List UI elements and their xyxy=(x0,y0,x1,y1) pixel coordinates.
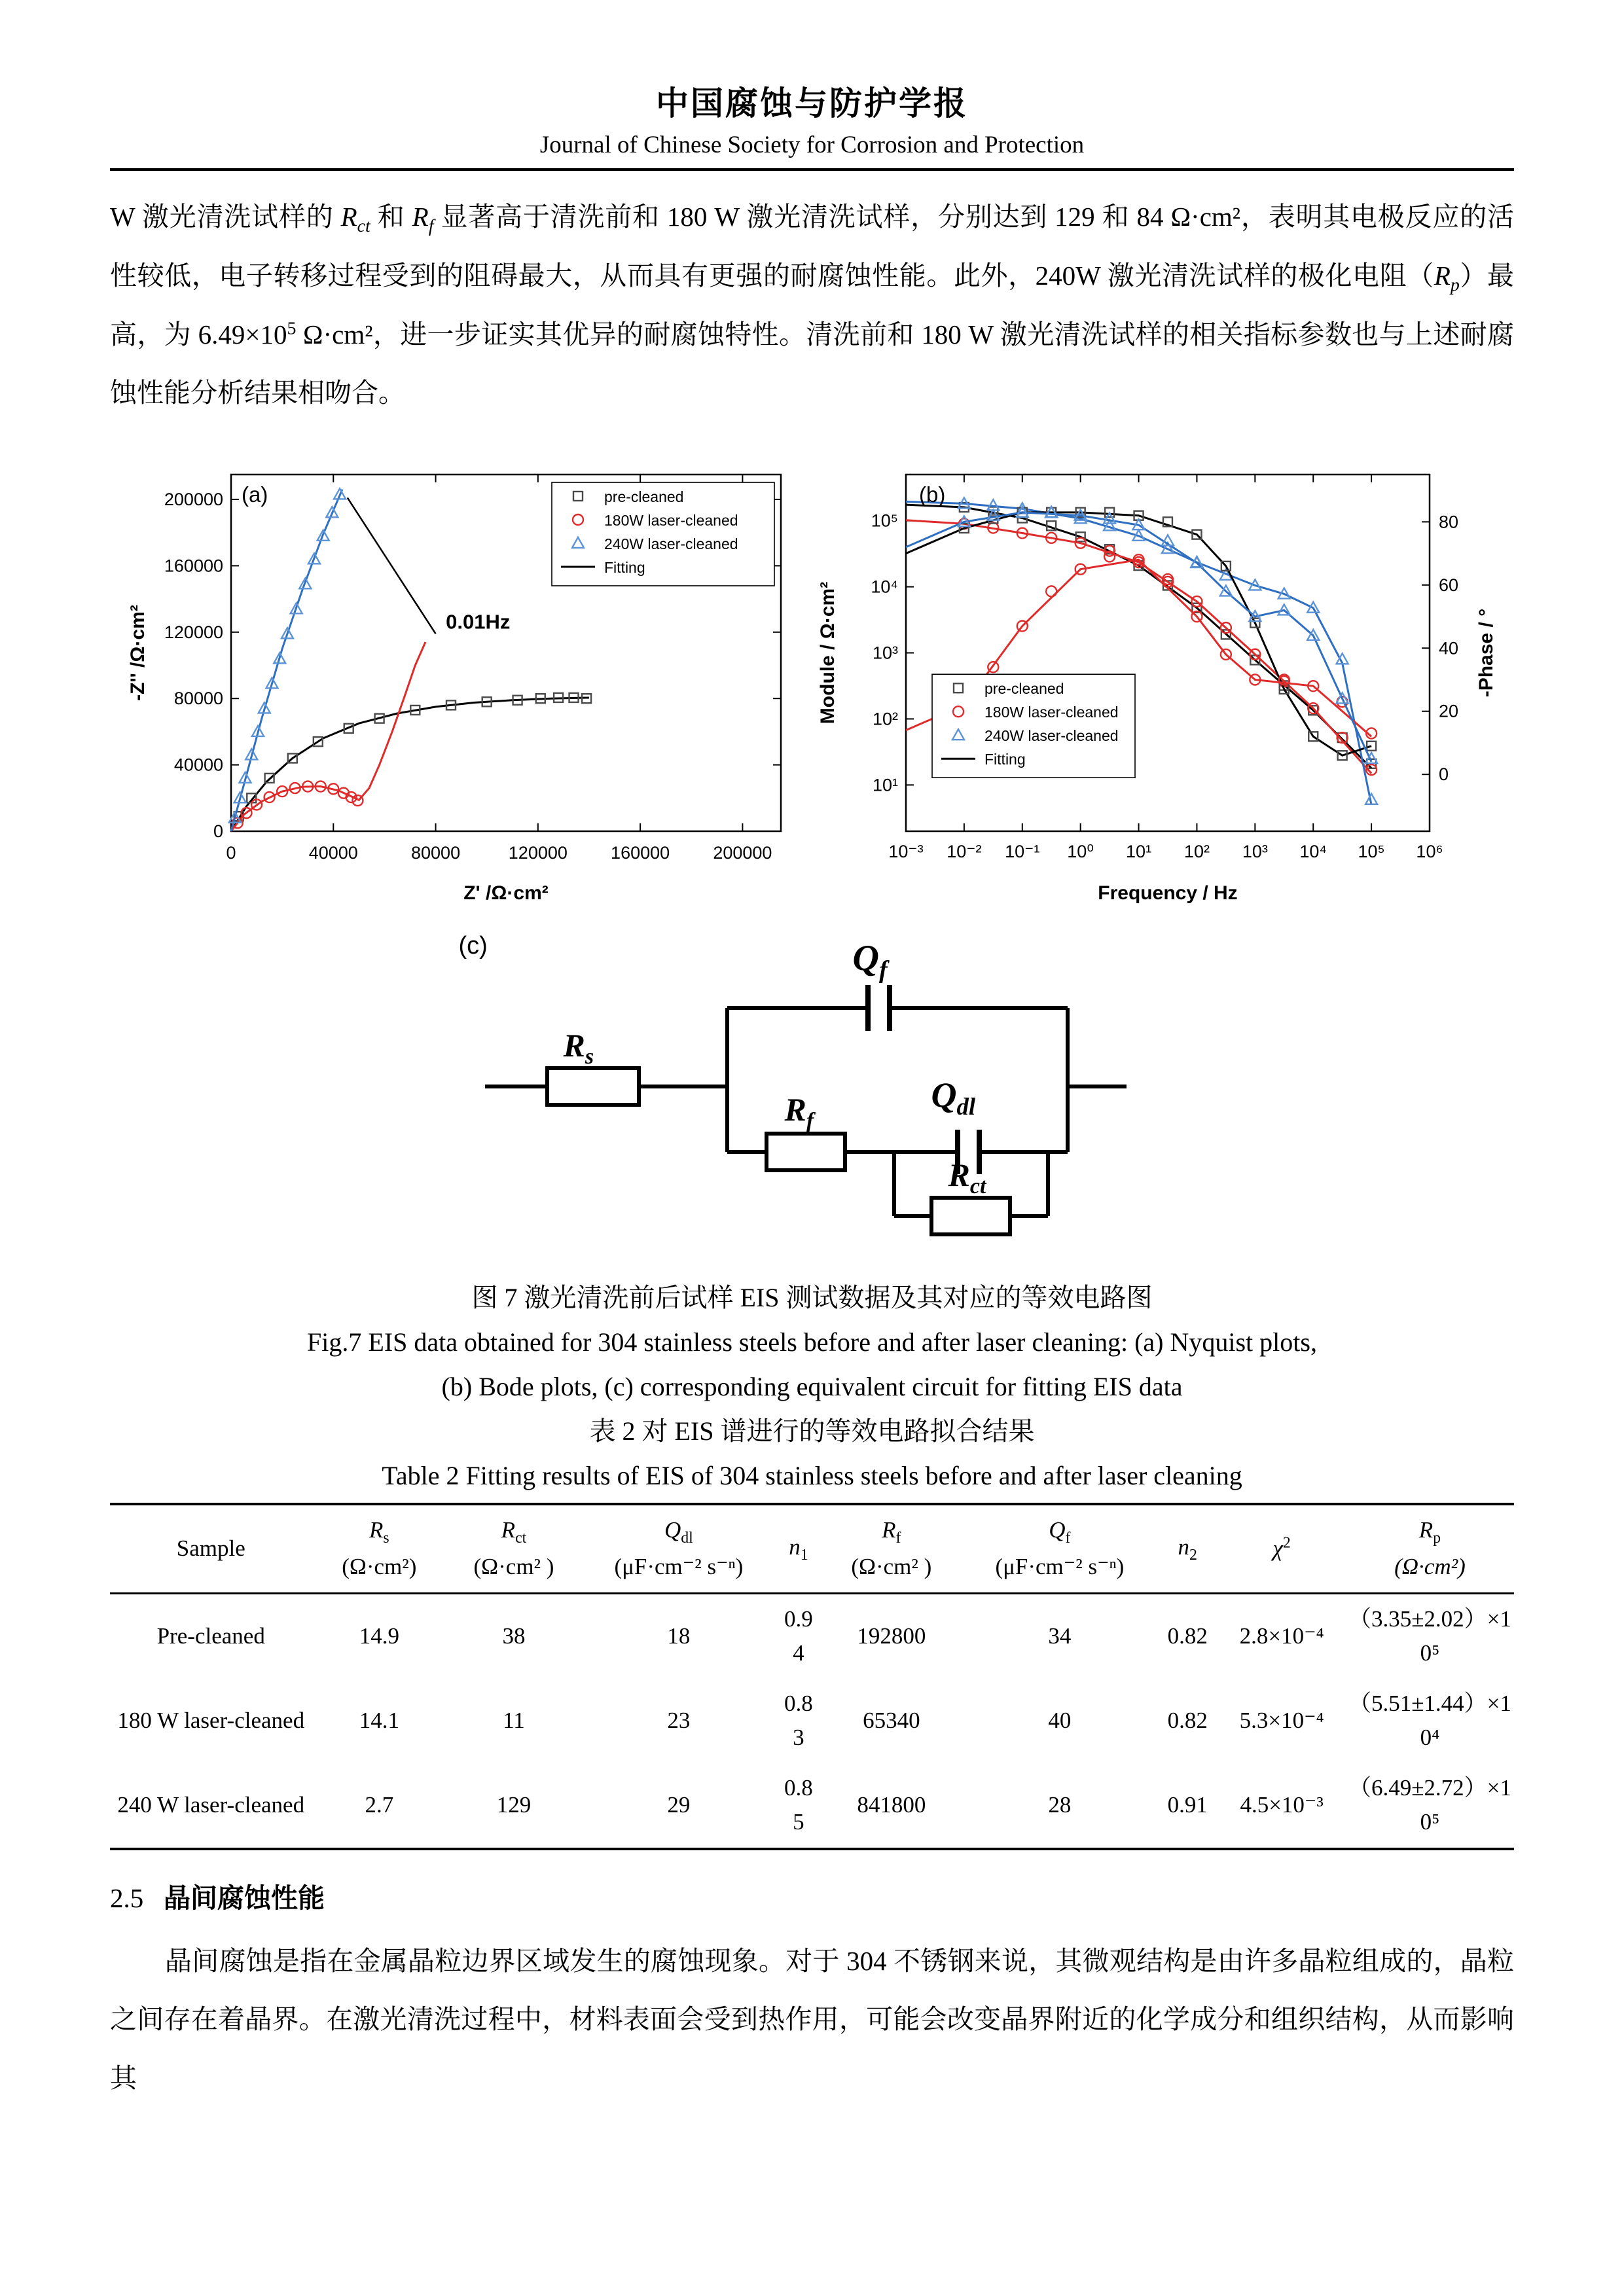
col-n1: $n_1$ xyxy=(789,1534,808,1564)
svg-text:0: 0 xyxy=(213,821,223,841)
label-rct: $R_{ct}$ xyxy=(948,1156,986,1198)
svg-text:-Z'' /Ω·cm²: -Z'' /Ω·cm² xyxy=(126,604,149,701)
cell: 0.91 xyxy=(1167,1792,1208,1818)
col-n2: $n_2$ xyxy=(1178,1534,1197,1564)
svg-text:80: 80 xyxy=(1438,512,1458,532)
svg-text:10⁴: 10⁴ xyxy=(1299,841,1327,861)
svg-text:10¹: 10¹ xyxy=(1125,841,1151,861)
svg-text:60: 60 xyxy=(1438,575,1458,595)
table-row xyxy=(110,1679,1514,1763)
col-qdl: $Q_{dl}$ (μF·cm⁻² s⁻ⁿ) xyxy=(614,1516,744,1580)
cell: （3.35±2.02）×10⁵ xyxy=(1348,1605,1511,1666)
journal-title-zh: 中国腐蚀与防护学报 xyxy=(656,85,968,122)
svg-text:Fitting: Fitting xyxy=(604,558,645,576)
figure-7-plots xyxy=(110,452,1514,916)
cell: 14.9 xyxy=(359,1623,399,1649)
nyquist-plot xyxy=(117,452,804,916)
col-sample: Sample xyxy=(176,1535,245,1561)
section-title: 晶间腐蚀性能 xyxy=(164,1882,325,1913)
figure-caption-en-2: (b) Bode plots, (c) corresponding equivalent circuit for fitting EIS data xyxy=(441,1371,1183,1401)
cell: 23 xyxy=(667,1708,691,1734)
cell: 34 xyxy=(1048,1623,1072,1649)
cell: 0.82 xyxy=(1167,1708,1208,1734)
col-rs: $R_s$ (Ω·cm²) xyxy=(342,1516,417,1580)
svg-text:120000: 120000 xyxy=(164,622,223,642)
svg-text:10²: 10² xyxy=(872,709,898,729)
figure-caption xyxy=(110,1276,1514,1498)
svg-text:10³: 10³ xyxy=(872,643,898,663)
col-qf: $Q_f$ (μF·cm⁻² s⁻ⁿ) xyxy=(995,1516,1125,1580)
table-caption-en: Table 2 Fitting results of EIS of 304 stainless steels before and after laser cleaning xyxy=(382,1460,1242,1490)
cell: 0.82 xyxy=(1167,1623,1208,1649)
svg-text:pre-cleaned: pre-cleaned xyxy=(984,679,1064,697)
svg-text:0.01Hz: 0.01Hz xyxy=(445,610,510,634)
label-qdl: $Q_{dl}$ xyxy=(931,1075,976,1120)
svg-text:Fitting: Fitting xyxy=(984,750,1026,768)
table-caption-zh: 表 2 对 EIS 谱进行的等效电路拟合结果 xyxy=(589,1416,1035,1446)
label-qf: $Q_f$ xyxy=(852,937,888,984)
col-rf: $R_f$ (Ω·cm² ) xyxy=(851,1516,932,1580)
svg-text:-Phase / °: -Phase / ° xyxy=(1475,608,1497,697)
cell: 0.85 xyxy=(784,1774,813,1835)
svg-text:160000: 160000 xyxy=(164,556,223,576)
svg-text:10⁻¹: 10⁻¹ xyxy=(1004,841,1039,861)
figure-caption-en-1: Fig.7 EIS data obtained for 304 stainless steels before and after laser cleaning: (a) Nyquist plots, xyxy=(307,1327,1317,1357)
svg-text:20: 20 xyxy=(1438,701,1458,721)
resistor-rs-box xyxy=(547,1068,639,1105)
cell: 29 xyxy=(667,1792,691,1818)
svg-text:200000: 200000 xyxy=(712,842,772,863)
cell: 18 xyxy=(667,1623,691,1649)
paragraph-2: 晶间腐蚀是指在金属晶粒边界区域发生的腐蚀现象。对于 304 不锈钢来说，其微观结构是由许多晶粒组成的，晶粒之间存在着晶界。在激光清洗过程中，材料表面会受到热作用，可能会改变晶界附近的化学成分和组织结构，从而影响其 xyxy=(110,1945,1514,2093)
cell: Pre-cleaned xyxy=(156,1623,265,1649)
svg-text:40000: 40000 xyxy=(173,755,223,775)
cell: 2.7 xyxy=(365,1792,394,1818)
svg-text:0: 0 xyxy=(225,842,236,863)
table-row xyxy=(110,1593,1514,1679)
cell: 4.5×10⁻³ xyxy=(1240,1792,1324,1818)
svg-text:10¹: 10¹ xyxy=(872,775,898,795)
svg-text:40000: 40000 xyxy=(308,842,358,863)
journal-header xyxy=(110,0,1514,171)
svg-text:10⁰: 10⁰ xyxy=(1066,841,1094,861)
col-chi2: $\chi^2$ xyxy=(1272,1534,1291,1561)
col-rct: $R_{ct}$ (Ω·cm² ) xyxy=(473,1516,554,1580)
svg-text:80000: 80000 xyxy=(173,688,223,708)
svg-text:180W laser-cleaned: 180W laser-cleaned xyxy=(984,703,1119,721)
svg-text:160000: 160000 xyxy=(610,842,670,863)
cell: 38 xyxy=(502,1623,526,1649)
svg-text:10⁻²: 10⁻² xyxy=(946,841,982,861)
svg-text:10⁶: 10⁶ xyxy=(1415,841,1443,861)
svg-text:240W laser-cleaned: 240W laser-cleaned xyxy=(984,726,1119,744)
svg-text:200000: 200000 xyxy=(164,489,223,509)
resistor-rct-box xyxy=(931,1198,1010,1234)
svg-text:10²: 10² xyxy=(1183,841,1210,861)
cell: 11 xyxy=(503,1708,525,1734)
cell: （5.51±1.44）×10⁴ xyxy=(1348,1690,1511,1751)
svg-text:40: 40 xyxy=(1438,637,1458,658)
cell: 240 W laser-cleaned xyxy=(117,1792,305,1818)
svg-text:180W laser-cleaned: 180W laser-cleaned xyxy=(604,511,738,529)
cell: 40 xyxy=(1048,1708,1072,1734)
cell: 5.3×10⁻⁴ xyxy=(1239,1708,1324,1734)
cell: 180 W laser-cleaned xyxy=(117,1708,305,1734)
cell: 14.1 xyxy=(359,1708,399,1734)
svg-text:0: 0 xyxy=(1438,764,1449,784)
svg-text:240W laser-cleaned: 240W laser-cleaned xyxy=(604,535,738,552)
figure-caption-zh: 图 7 激光清洗前后试样 EIS 测试数据及其对应的等效电路图 xyxy=(471,1282,1153,1312)
journal-title-en: Journal of Chinese Society for Corrosion and Protection xyxy=(539,132,1085,158)
cell: 0.94 xyxy=(784,1605,813,1666)
svg-text:80000: 80000 xyxy=(410,842,460,863)
table-header-row xyxy=(110,1504,1514,1594)
col-rp: $R_p$ (Ω·cm²) xyxy=(1394,1516,1466,1580)
section-number: 2.5 xyxy=(110,1882,144,1913)
cell: 28 xyxy=(1048,1792,1072,1818)
bode-plot xyxy=(808,452,1508,916)
table-row xyxy=(110,1763,1514,1849)
cell: 65340 xyxy=(863,1708,920,1734)
svg-text:Frequency / Hz: Frequency / Hz xyxy=(1097,882,1238,904)
svg-text:10⁴: 10⁴ xyxy=(870,577,898,597)
cell: 0.83 xyxy=(784,1690,813,1751)
svg-text:Module / Ω·cm²: Module / Ω·cm² xyxy=(816,581,839,724)
cell: 129 xyxy=(496,1792,532,1818)
subplot-label-c: (c) xyxy=(458,931,488,960)
label-rf: $R_f$ xyxy=(784,1090,814,1133)
svg-text:Z' /Ω·cm²: Z' /Ω·cm² xyxy=(463,882,549,904)
svg-text:10⁵: 10⁵ xyxy=(1357,841,1385,861)
cell: 192800 xyxy=(857,1623,926,1649)
paragraph-1: W 激光清洗试样的 $R_{ct}$ 和 $R_f$ 显著高于清洗前和 180 W 激光清洗试样，分别达到 129 和 84 Ω·cm²，表明其电极反应的活性较低，电子转移过程受到的阻碍最大，从而具有更强的耐腐蚀性能。此外，240W 激光清洗试样的极化电阻$(R_p)$最高，为 $6.49\times 10^5$ Ω·cm²，进一步证实其优异的耐腐蚀特性。清洗前和 180 W 激光清洗试样的相关指标参数也与上述耐腐蚀性能分析结果相吻合。 xyxy=(110,202,1515,408)
svg-text:120000: 120000 xyxy=(508,842,568,863)
resistor-rf-box xyxy=(767,1134,845,1170)
equivalent-circuit-diagram xyxy=(458,931,1159,1263)
svg-text:10⁻³: 10⁻³ xyxy=(888,841,924,861)
cell: 2.8×10⁻⁴ xyxy=(1239,1623,1324,1649)
svg-text:10⁵: 10⁵ xyxy=(871,511,898,531)
cell: （6.49±2.72）×10⁵ xyxy=(1348,1774,1511,1835)
svg-text:10³: 10³ xyxy=(1242,841,1268,861)
svg-text:pre-cleaned: pre-cleaned xyxy=(604,488,683,505)
svg-text:(a): (a) xyxy=(241,482,268,507)
section-heading-2-5 xyxy=(110,1876,1514,1915)
svg-text:(b): (b) xyxy=(918,482,945,507)
label-rs: $R_s$ xyxy=(563,1026,594,1069)
fitting-results-table xyxy=(110,1503,1514,1850)
cell: 841800 xyxy=(857,1792,926,1818)
